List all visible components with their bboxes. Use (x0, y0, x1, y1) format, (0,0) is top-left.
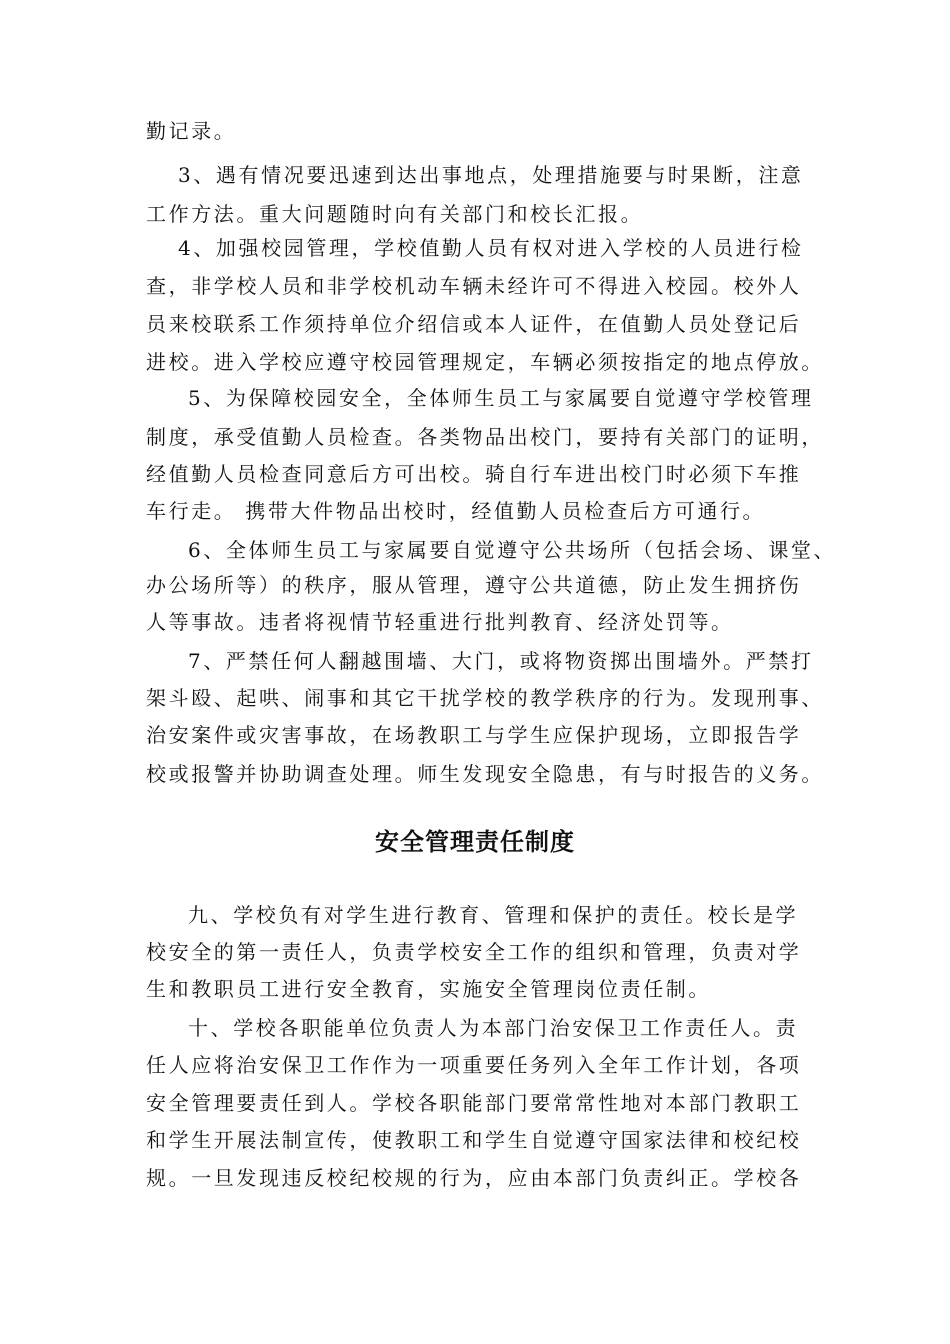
text-line: 规。一旦发现违反校纪校规的行为，应由本部门负责纠正。学校各 (146, 1166, 802, 1190)
text-line: 4、加强校园管理，学校值勤人员有权对进入学校的人员进行检 (178, 236, 804, 260)
text-line: 工作方法。重大问题随时向有关部门和校长汇报。 (146, 202, 644, 226)
text-line: 办公场所等）的秩序，服从管理，遵守公共道德，防止发生拥挤伤 (146, 573, 802, 597)
text-line: 任人应将治安保卫工作作为一项重要任务列入全年工作计划，各项 (146, 1053, 802, 1077)
text-line: 安全管理要责任到人。学校各职能部门要常常性地对本部门教职工 (146, 1091, 802, 1115)
text-line: 5、为保障校园安全，全体师生员工与家属要自觉遵守学校管理 (188, 386, 814, 410)
text-line: 员来校联系工作须持单位介绍信或本人证件，在值勤人员处登记后 (146, 312, 802, 336)
text-line: 车行走。 携带大件物品出校时，经值勤人员检查后方可通行。 (146, 499, 766, 523)
text-line: 校安全的第一责任人，负责学校安全工作的组织和管理，负责对学 (146, 940, 802, 964)
text-line: 勤记录。 (146, 119, 237, 143)
text-line: 查，非学校人员和非学校机动车辆未经许可不得进入校园。校外人 (146, 274, 802, 298)
text-line: 和学生开展法制宣传，使教职工和学生自觉遵守国家法律和校纪校 (146, 1128, 802, 1152)
text-line: 人等事故。违者将视情节轻重进行批判教育、经济处罚等。 (146, 610, 734, 634)
text-line: 7、严禁任何人翻越围墙、大门，或将物资掷出围墙外。严禁打 (188, 649, 814, 673)
text-line: 制度，承受值勤人员检查。各类物品出校门，要持有关部门的证明， (146, 425, 824, 449)
text-line: 3、遇有情况要迅速到达出事地点，处理措施要与时果断，注意 (178, 163, 804, 187)
text-line: 十、学校各职能单位负责人为本部门治安保卫工作责任人。责 (188, 1016, 799, 1040)
text-line: 九、学校负有对学生进行教育、管理和保护的责任。校长是学 (188, 903, 799, 927)
text-line: 生和教职员工进行安全教育，实施安全管理岗位责任制。 (146, 977, 711, 1001)
text-line: 6、全体师生员工与家属要自觉遵守公共场所（包括会场、课堂、 (188, 538, 837, 562)
text-line: 治安案件或灾害事故，在场教职工与学生应保护现场，立即报告学 (146, 723, 802, 747)
text-line: 架斗殴、起哄、闹事和其它干扰学校的教学秩序的行为。发现刑事、 (146, 686, 824, 710)
text-line: 经值勤人员检查同意后方可出校。骑自行车进出校门时必须下车推 (146, 462, 802, 486)
text-line: 校或报警并协助调查处理。师生发现安全隐患，有与时报告的义务。 (146, 762, 824, 786)
section-title: 安全管理责任制度 (375, 827, 575, 856)
text-line: 进校。进入学校应遵守校园管理规定，车辆必须按指定的地点停放。 (146, 350, 824, 374)
